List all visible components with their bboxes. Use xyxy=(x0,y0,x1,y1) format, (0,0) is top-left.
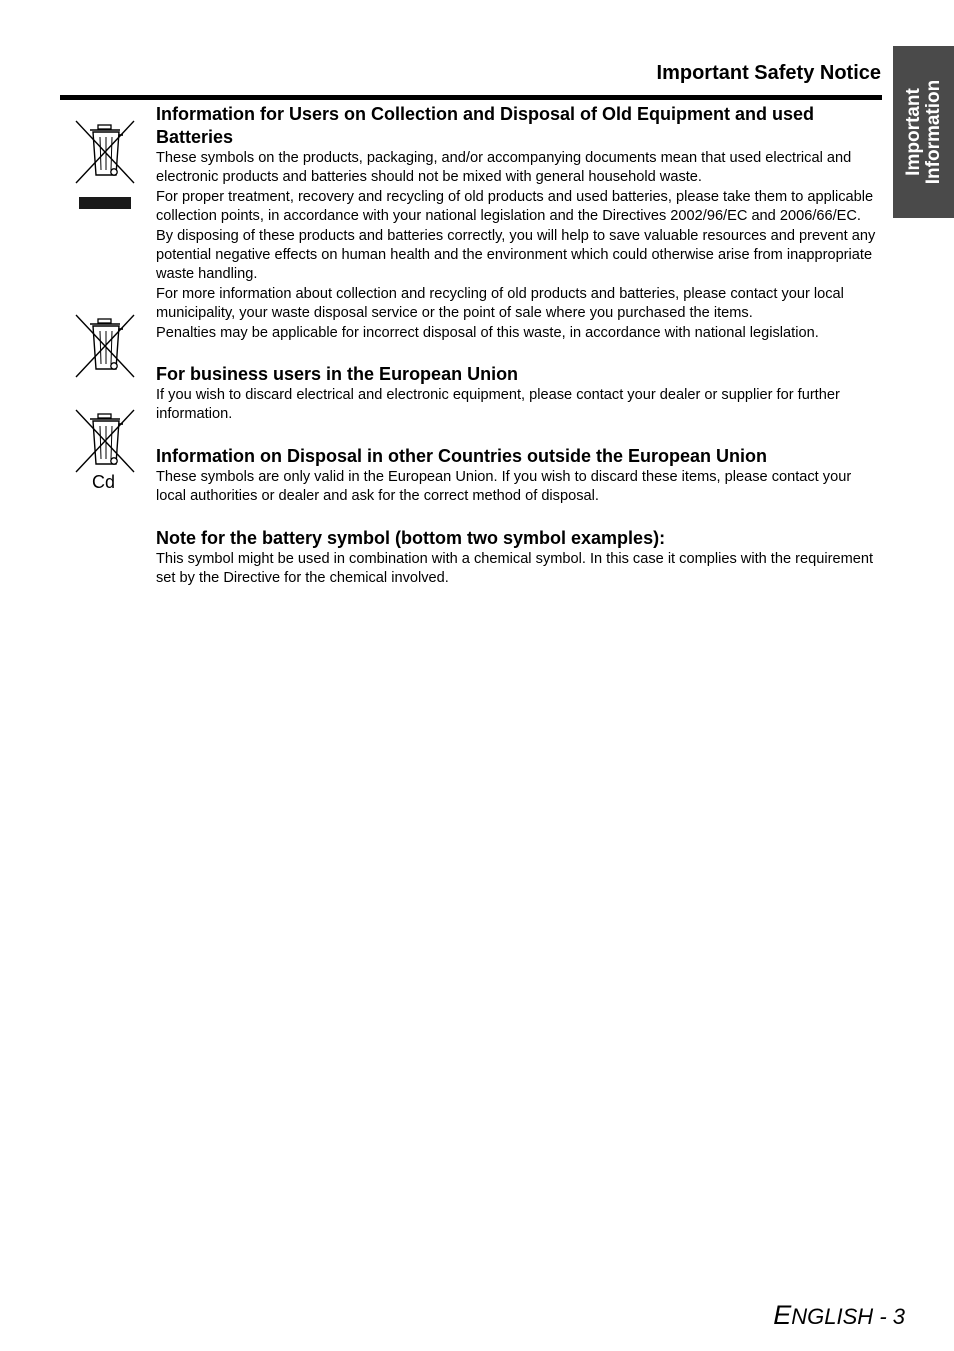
paragraph: For proper treatment, recovery and recycling of old products and used batteries, please take them to applicable collection points, in accordance with your national legislation and the Directives 2002/96/EC and 2006/66/EC. xyxy=(156,188,874,225)
chemical-symbol-label: Cd xyxy=(92,472,116,492)
section-heading: Information on Disposal in other Countries outside the European Union xyxy=(156,445,768,466)
side-tab-label xyxy=(904,80,944,185)
section-outside-eu xyxy=(156,445,882,507)
crossed-bin-icon xyxy=(74,408,136,470)
paragraph: This symbol might be used in combination with a chemical symbol. In this case it complies with the requirement set by the Directive for the chemical involved. xyxy=(156,550,874,587)
header-rule xyxy=(60,95,882,100)
paragraph: By disposing of these products and batteries correctly, you will help to save valuable resources and prevent any potential negative effects on human health and the environment which could otherwise arise from inappropriate waste handling. xyxy=(156,227,876,283)
section-heading: Information for Users on Collection and Disposal of Old Equipment and used Batteries xyxy=(156,104,815,147)
page-header-title: Important Safety Notice xyxy=(656,62,881,84)
crossed-bin-icon xyxy=(74,119,136,181)
paragraph: These symbols on the products, packaging, and/or accompanying documents mean that used electrical and electronic products and batteries should not be mixed with general household waste. xyxy=(156,150,852,186)
black-bar xyxy=(79,197,131,209)
side-tab xyxy=(893,46,954,218)
footer-letter: E xyxy=(773,1300,792,1330)
paragraph: If you wish to discard electrical and electronic equipment, please contact your dealer or supplier for further information. xyxy=(156,387,840,423)
paragraph: For more information about collection and recycling of old products and batteries, please contact your local municipality, your waste disposal service or the point of sale where you purchased the items. xyxy=(156,285,844,322)
crossed-bin-icon xyxy=(74,313,136,375)
main-content xyxy=(156,103,882,609)
side-tab-line-1: Important xyxy=(902,88,924,176)
paragraph: These symbols are only valid in the European Union. If you wish to discard these items, please contact your local authorities or dealer and ask for the correct method of disposal. xyxy=(156,468,852,505)
footer-page-number: - 3 xyxy=(873,1304,905,1329)
section-heading: Note for the battery symbol (bottom two symbol examples): xyxy=(156,527,666,548)
section-business-users xyxy=(156,363,882,425)
section-collection-disposal xyxy=(156,103,882,343)
section-battery-symbol-note xyxy=(156,527,882,589)
page-footer xyxy=(773,1300,905,1331)
paragraph: Penalties may be applicable for incorrect disposal of this waste, in accordance with national legislation. xyxy=(156,324,819,341)
section-heading: For business users in the European Union xyxy=(156,364,519,385)
side-tab-line-2: Information xyxy=(922,79,944,185)
footer-language: NGLISH xyxy=(791,1304,874,1329)
